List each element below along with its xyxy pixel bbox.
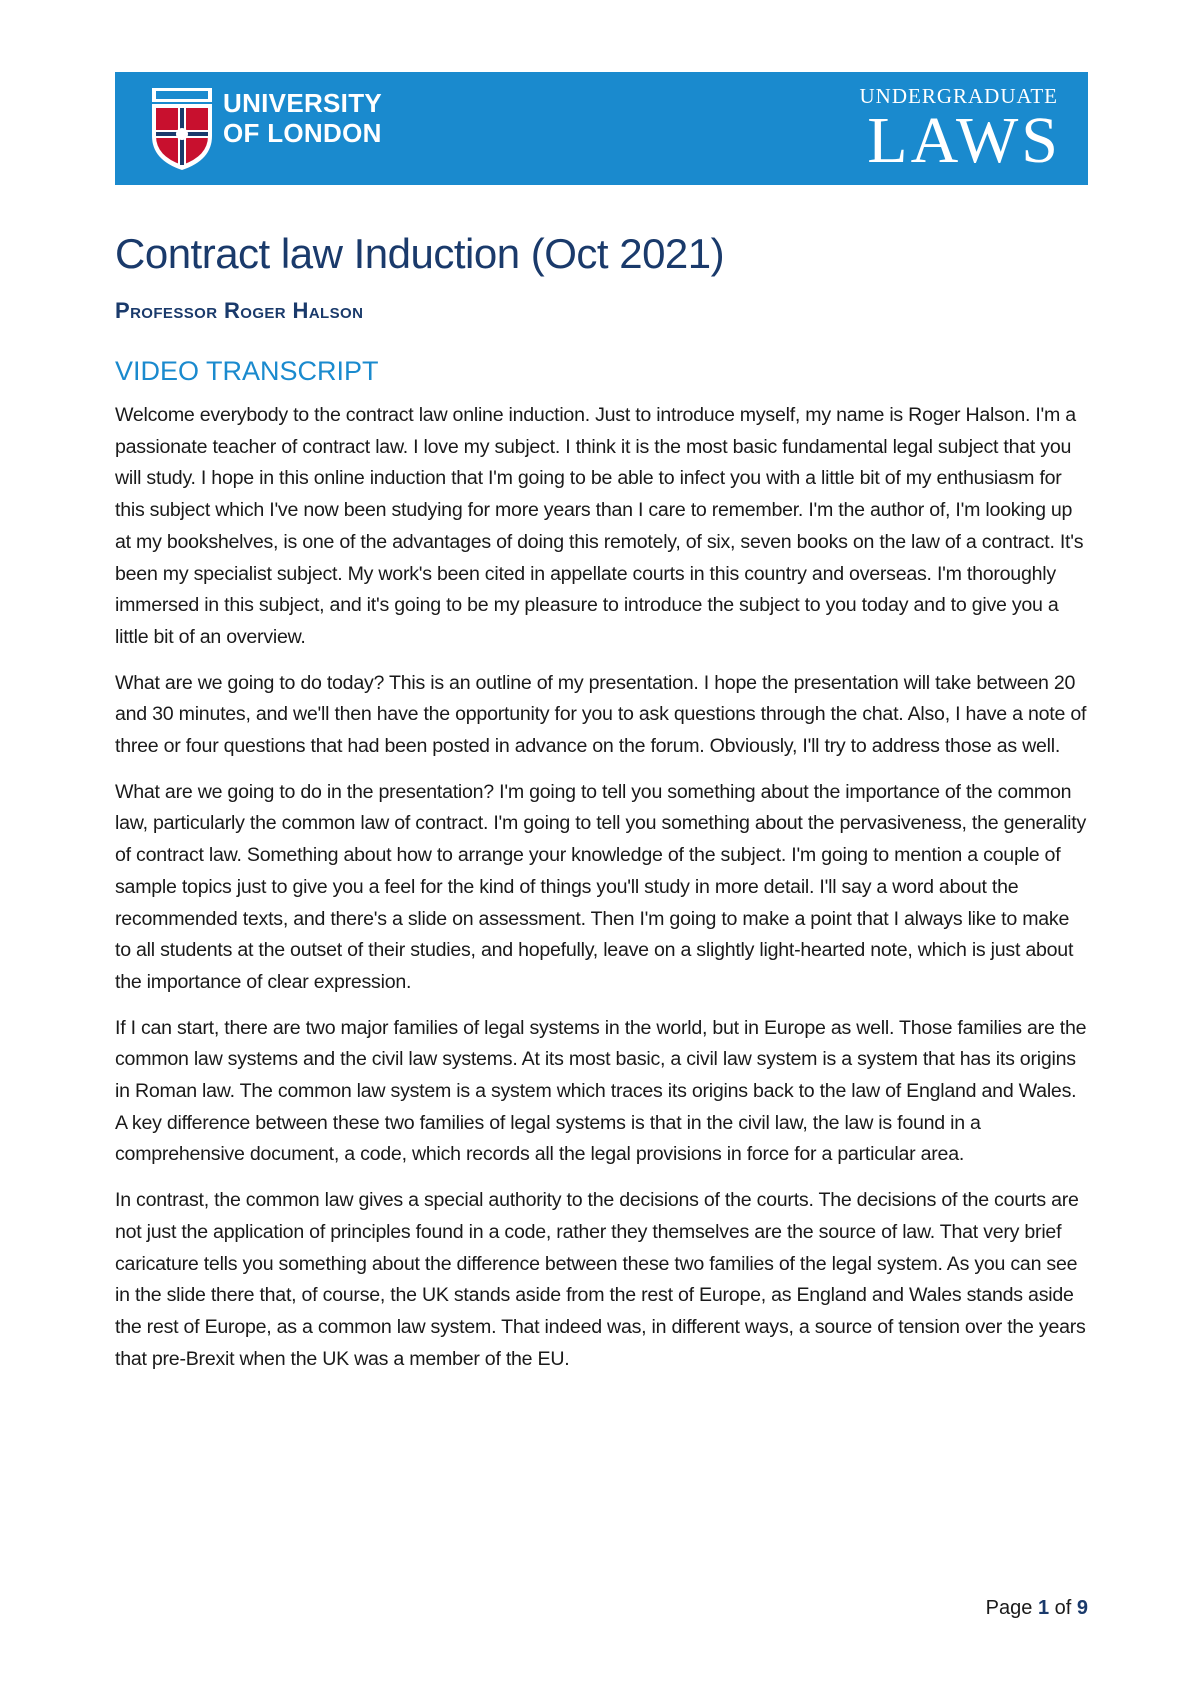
section-heading: VIDEO TRANSCRIPT <box>115 356 379 386</box>
university-name <box>223 88 382 148</box>
transcript-paragraph: What are we going to do in the presentation? I'm going to tell you something about the importance of the common law, particularly the common law of contract. I'm going to tell you something about the pervasiveness, the generality of contract law. Something about how to arrange your knowledge of the subject. I'm going to mention a couple of sample topics just to give you a feel for the kind of things you'll study in more detail. I'll say a word about the recommended texts, and there's a slide on assessment. Then I'm going to make a point that I always like to make to all students at the outset of their studies, and hopefully, leave on a slightly light-hearted note, which is just about the importance of clear expression. <box>115 780 1087 993</box>
document-title: Contract law Induction (Oct 2021) <box>115 230 725 277</box>
header-banner <box>115 72 1088 185</box>
programme-name: LAWS <box>867 104 1061 177</box>
page-of-label: of <box>1054 1597 1072 1619</box>
total-pages: 9 <box>1076 1597 1088 1619</box>
document-author: Professor Roger Halson <box>115 298 364 323</box>
university-name-line2: OF LONDON <box>223 118 382 148</box>
transcript-body <box>115 400 1090 1389</box>
programme-logo <box>859 84 1061 177</box>
transcript-paragraph: In contrast, the common law gives a special authority to the decisions of the courts. The decisions of the courts are not just the application of principles found in a code, rather they themselves are the source of law. That very brief caricature tells you something about the difference between these two families of the legal system. As you can see in the slide there that, of course, the UK stands aside from the rest of Europe, as England and Wales stands aside the rest of Europe, as a common law system. That indeed was, in different ways, a source of tension over the years that pre-Brexit when the UK was a member of the EU. <box>115 1189 1086 1370</box>
transcript-paragraph: If I can start, there are two major families of legal systems in the world, but in Europe as well. Those families are the common law systems and the civil law systems. At its most basic, a civil law system is a system that has its origins in Roman law. The common law system is a system which traces its origins back to the law of England and Wales. A key difference between these two families of legal systems is that in the civil law, the law is found in a comprehensive document, a code, which records all the legal provisions in force for a particular area. <box>115 1016 1087 1166</box>
page-label: Page <box>985 1597 1033 1619</box>
university-name-line1: UNIVERSITY <box>223 88 383 118</box>
transcript-paragraph: Welcome everybody to the contract law online induction. Just to introduce myself, my name is Roger Halson. I'm a passionate teacher of contract law. I love my subject. I think it is the most basic fundamental legal subject that you will study. I hope in this online induction that I'm going to be able to infect you with a little bit of my enthusiasm for this subject which I've now been studying for more years than I care to remember. I'm the author of, I'm looking up at my bookshelves, is one of the advantages of doing this remotely, of six, seven books on the law of a contract. It's been my specialist subject. My work's been cited in appellate courts in this country and overseas. I'm thoroughly immersed in this subject, and it's going to be my pleasure to introduce the subject to you today and to give you a little bit of an overview. <box>115 404 1084 648</box>
programme-level: UNDERGRADUATE <box>859 84 1058 108</box>
page-number <box>986 1597 1088 1620</box>
transcript-paragraph: What are we going to do today? This is an outline of my presentation. I hope the presentation will take between 20 and 30 minutes, and we'll then have the opportunity for you to ask questions through the chat. Also, I have a note of three or four questions that had been posted in advance on the forum. Obviously, I'll try to address those as well. <box>115 671 1087 758</box>
current-page: 1 <box>1037 1597 1050 1619</box>
university-crest-icon <box>148 86 216 172</box>
